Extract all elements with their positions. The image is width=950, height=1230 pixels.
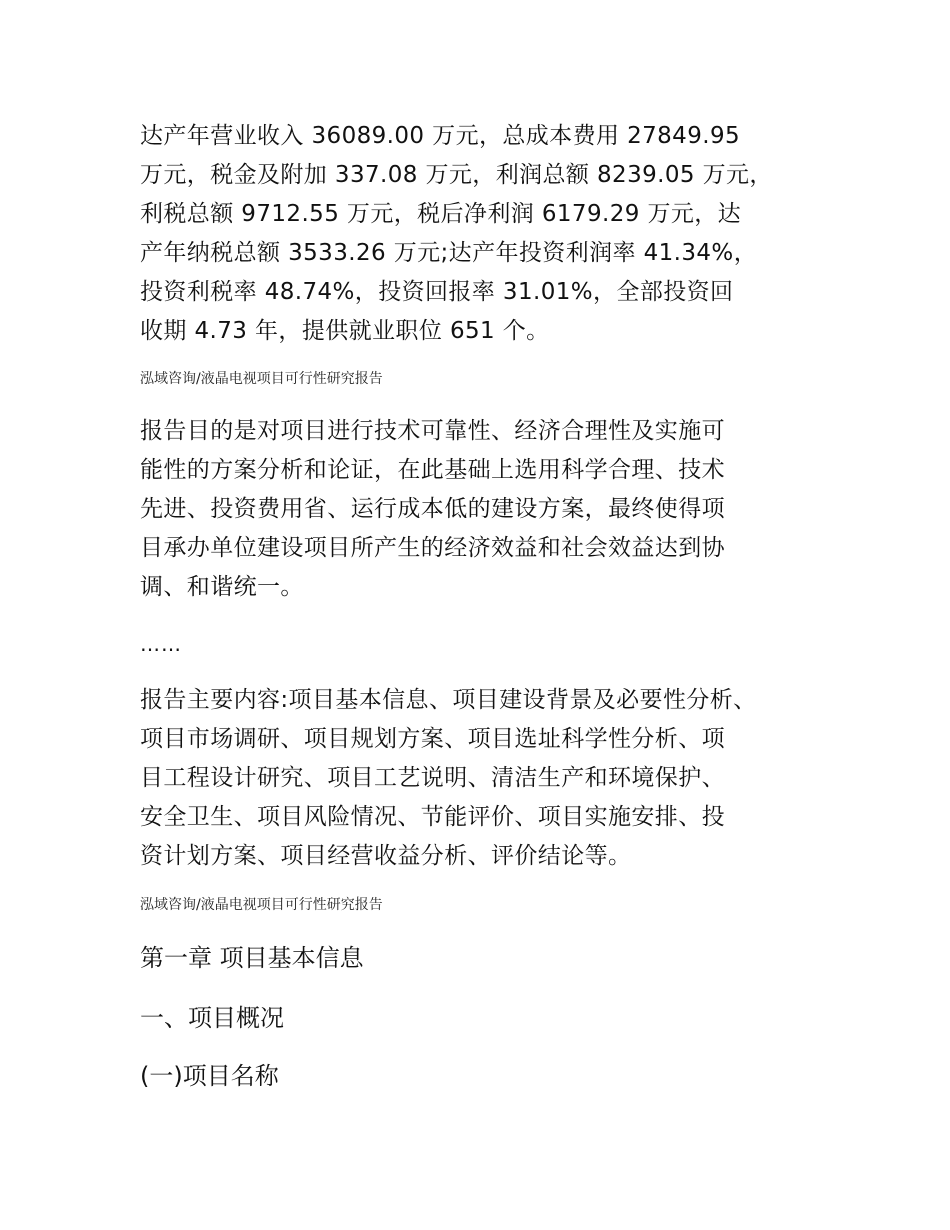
text-line: 收期 4.73 年，提供就业职位 651 个。 — [140, 318, 550, 344]
text-line: 先进、投资费用省、运行成本低的建设方案，最终使得项 — [140, 496, 725, 522]
section-title: 一、项目概况 — [140, 1004, 284, 1032]
text-line: 能性的方案分析和论证，在此基础上选用科学合理、技术 — [140, 457, 725, 483]
paragraph-report-purpose — [140, 412, 820, 607]
text-line: 目工程设计研究、项目工艺说明、清洁生产和环境保护、 — [140, 765, 725, 791]
text-line: 产年纳税总额 3533.26 万元;达产年投资利润率 41.34%， — [140, 240, 758, 266]
text-line: 利税总额 9712.55 万元，税后净利润 6179.29 万元，达 — [140, 201, 742, 227]
text-line: 项目市场调研、项目规划方案、项目选址科学性分析、项 — [140, 726, 725, 752]
paragraph-financial-summary — [140, 117, 820, 351]
text-line: 达产年营业收入 36089.00 万元，总成本费用 27849.95 — [140, 123, 741, 149]
text-line: 调、和谐统一。 — [140, 574, 304, 600]
text-line: 报告目的是对项目进行技术可靠性、经济合理性及实施可 — [140, 418, 725, 444]
text-line: 报告主要内容:项目基本信息、项目建设背景及必要性分析、 — [140, 687, 757, 713]
source-label: 泓域咨询/液晶电视项目可行性研究报告 — [140, 371, 383, 387]
subsection-title: (一)项目名称 — [140, 1062, 279, 1090]
text-line: 万元，税金及附加 337.08 万元，利润总额 8239.05 万元， — [140, 162, 773, 188]
ellipsis: …… — [140, 632, 182, 656]
text-line: 资计划方案、项目经营收益分析、评价结论等。 — [140, 843, 632, 869]
chapter-title: 第一章 项目基本信息 — [140, 944, 364, 972]
text-line: 安全卫生、项目风险情况、节能评价、项目实施安排、投 — [140, 804, 725, 830]
paragraph-report-contents — [140, 681, 820, 876]
text-line: 目承办单位建设项目所产生的经济效益和社会效益达到协 — [140, 535, 725, 561]
source-label: 泓域咨询/液晶电视项目可行性研究报告 — [140, 897, 383, 913]
text-line: 投资利税率 48.74%，投资回报率 31.01%，全部投资回 — [140, 279, 734, 305]
